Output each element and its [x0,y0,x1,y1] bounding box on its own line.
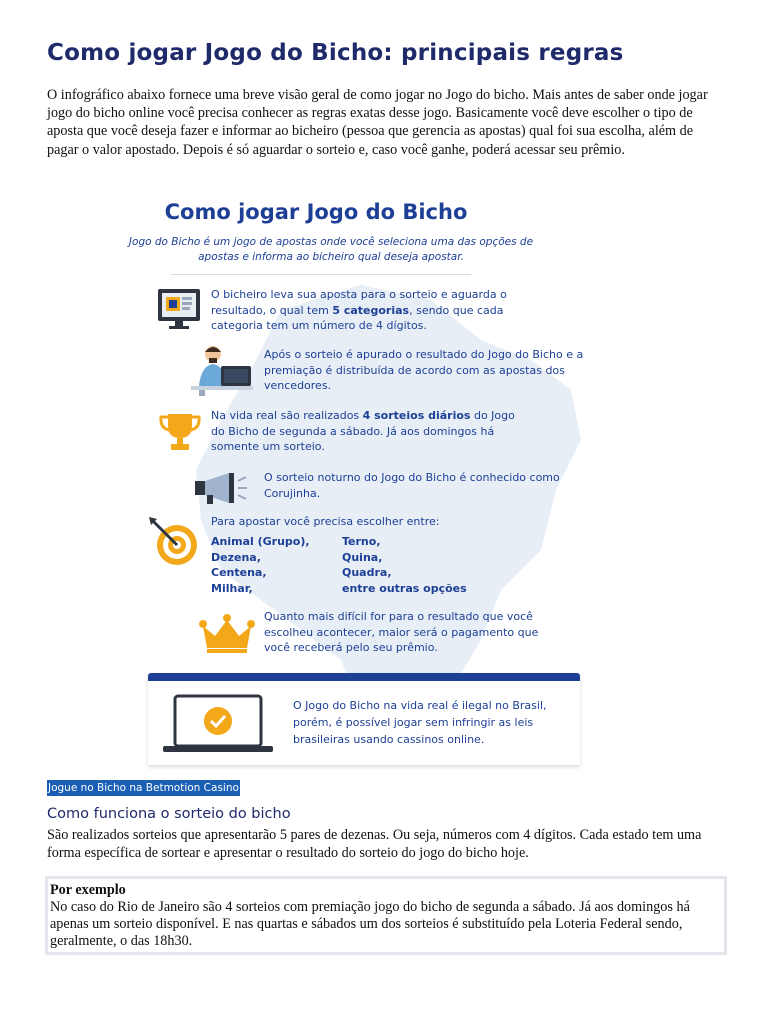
bet-option: Centena, [211,566,267,579]
step-text-1: O bicheiro leva sua aposta para o sorteio e aguarda o resultado, o qual tem 5 categorias, sendo que cada categoria tem um número de 4 dígitos. [211,288,507,333]
page-title: Como jogar Jogo do Bicho: principais regras [47,40,624,66]
laptop-check-icon [163,694,273,754]
step-text-3: Na vida real são realizados 4 sorteios diários do Jogo do Bicho de segunda a sábado. Já aos domingos há somente um sorteio. [211,409,515,454]
bet-option: Dezena, [211,551,261,564]
bet-option: Milhar, [211,582,253,595]
bet-option: entre outras opções [342,582,467,595]
infographic-subtitle: Jogo do Bicho é um jogo de apostas onde você seleciona uma das opções de apostas e informa ao bicheiro qual deseja apostar. [128,236,534,263]
step-text-6: Quanto mais difícil for para o resultado que você escolheu acontecer, maior será o pagamento que você receberá pelo seu prêmio. [264,610,539,655]
betmotion-link[interactable]: Jogue no Bicho na Betmotion Casino [48,782,239,794]
crown-icon [199,614,255,654]
section-heading: Como funciona o sorteio do bicho [47,806,291,822]
bet-option: Terno, [342,535,381,548]
legal-notice-text: O Jogo do Bicho na vida real é ilegal no Brasil, porém, é possível jogar sem infringir as leis brasileiras usando cassinos online. [293,699,547,746]
legal-notice-card [148,673,580,765]
infographic-title: Como jogar Jogo do Bicho [164,200,468,224]
step-text-2: Após o sorteio é apurado o resultado do Jogo do Bicho e a premiação é distribuída de acordo com as apostas dos vencedores. [264,348,584,393]
step-text-5: Para apostar você precisa escolher entre: [211,515,440,528]
monitor-icon [157,288,201,330]
bet-option: Quadra, [342,566,392,579]
card-top-bar [148,673,580,681]
target-icon [147,515,203,567]
intro-paragraph: O infográfico abaixo fornece uma breve visão geral de como jogar no Jogo do bicho. Mais antes de saber onde jogar jogo do bicho online você precisa conhecer as regras exatas desse jogo. Basicamente você deve escolher o tipo de aposta que você deseja fazer e informar ao bicheiro (pessoa que gerencia as apostas) qual foi sua escolha, além de pagar o valor apostado. Depois é só aguardar o sorteio e, caso você ganhe, poderá acessar seu prêmio. [47,87,708,158]
bet-option: Animal (Grupo), [211,535,310,548]
infographic [101,190,591,770]
divider [171,274,471,275]
megaphone-icon [193,471,249,505]
person-computer-icon [191,344,253,396]
example-heading: Por exemplo [50,882,126,898]
trophy-icon [158,412,202,452]
example-text: No caso do Rio de Janeiro são 4 sorteios com premiação jogo do bicho de segunda a sábado. Já aos domingos há apenas um sorteio disponível. E nas quartas e sábados um dos sorteios é substituído pela Loteria Federal sendo, geralmente, o das 18h30. [50,899,690,950]
section-paragraph: São realizados sorteios que apresentarão 5 pares de dezenas. Ou seja, números com 4 dígitos. Cada estado tem uma forma específica de sortear e apresentar o resultado do sorteio do jogo do bicho hoje. [47,827,702,862]
bet-option: Quina, [342,551,383,564]
example-box [45,876,727,955]
step-text-4: O sorteio noturno do Jogo do Bicho é conhecido como Corujinha. [264,471,560,500]
